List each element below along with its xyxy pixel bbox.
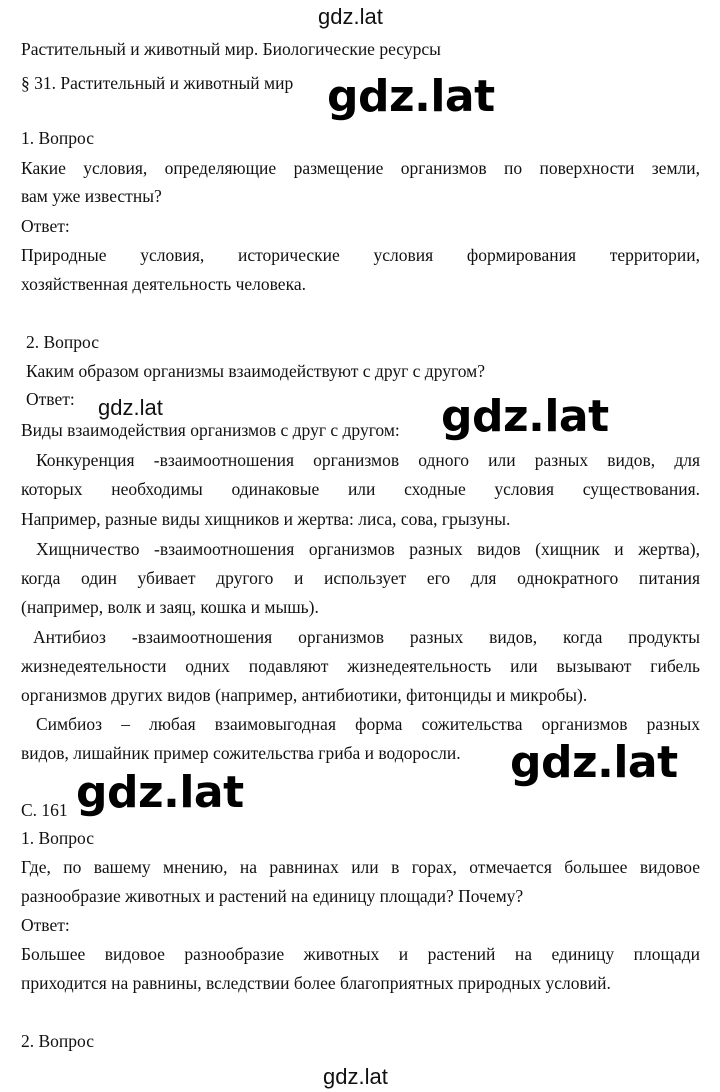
q2-line-11: видов, лишайник пример сожительства гриба и водоросли.	[21, 743, 461, 763]
q1-answer-line-2: хозяйственная деятельность человека.	[21, 274, 306, 294]
q3-label: 1. Вопрос	[21, 828, 94, 848]
q2-line-6: (например, волк и заяц, кошка и мышь).	[21, 597, 319, 617]
watermark-right: gdz.lat	[510, 737, 678, 788]
section-title: § 31. Растительный и животный мир	[21, 73, 294, 93]
q1-question-line-1: Какие условия, определяющие размещение организмов по поверхности земли,	[21, 158, 700, 178]
q2-line-3: Например, разные виды хищников и жертва: лиса, сова, грызуны.	[21, 509, 511, 529]
q1-question-line-2: вам уже известны?	[21, 186, 162, 206]
page-label: С. 161	[21, 800, 68, 820]
q4-label: 2. Вопрос	[21, 1031, 94, 1051]
q3-answer-line-2: приходится на равнины, вследствии более благоприятных природных условий.	[21, 973, 611, 993]
q2-answer-label: Ответ:	[26, 389, 75, 409]
q2-intro: Виды взаимодействия организмов с друг с другом:	[21, 420, 400, 440]
q3-answer-line-1: Большее видовое разнообразие животных и растений на единицу площади	[21, 944, 700, 964]
q3-question-line-1: Где, по вашему мнению, на равнинах или в горах, отмечается большее видовое	[21, 857, 700, 877]
watermark-title: gdz.lat	[327, 71, 495, 122]
q1-answer-label: Ответ:	[21, 216, 70, 236]
q2-line-1: Конкуренция -взаимоотношения организмов одного или разных видов, для	[36, 450, 700, 470]
watermark-bottom: gdz.lat	[323, 1064, 388, 1089]
q2-line-7: Антибиоз -взаимоотношения организмов разных видов, когда продукты	[33, 627, 700, 647]
q1-answer-line-1: Природные условия, исторические условия формирования территории,	[21, 245, 700, 265]
q2-line-2: которых необходимы одинаковые или сходные условия существования.	[21, 479, 700, 499]
watermark-top: gdz.lat	[318, 4, 383, 29]
q2-label: 2. Вопрос	[26, 332, 99, 352]
q2-line-10: Симбиоз – любая взаимовыгодная форма сожительства организмов разных	[36, 714, 700, 734]
watermark-left: gdz.lat	[76, 767, 244, 818]
watermark-mid: gdz.lat	[441, 391, 609, 442]
q2-line-4: Хищничество -взаимоотношения организмов разных видов (хищник и жертва),	[36, 539, 700, 559]
q2-line-8: жизнедеятельности одних подавляют жизнедеятельность или вызывают гибель	[21, 656, 700, 676]
chapter-title: Растительный и животный мир. Биологические ресурсы	[21, 39, 441, 59]
q2-line-5: когда один убивает другого и использует его для однократного питания	[21, 568, 700, 588]
q3-question-line-2: разнообразие животных и растений на единицу площади? Почему?	[21, 886, 524, 906]
q1-label: 1. Вопрос	[21, 128, 94, 148]
watermark-small-mid: gdz.lat	[98, 395, 163, 420]
q2-question: Каким образом организмы взаимодействуют с друг с другом?	[26, 361, 485, 381]
q3-answer-label: Ответ:	[21, 915, 70, 935]
q2-line-9: организмов других видов (например, антибиотики, фитонциды и микробы).	[21, 685, 588, 705]
